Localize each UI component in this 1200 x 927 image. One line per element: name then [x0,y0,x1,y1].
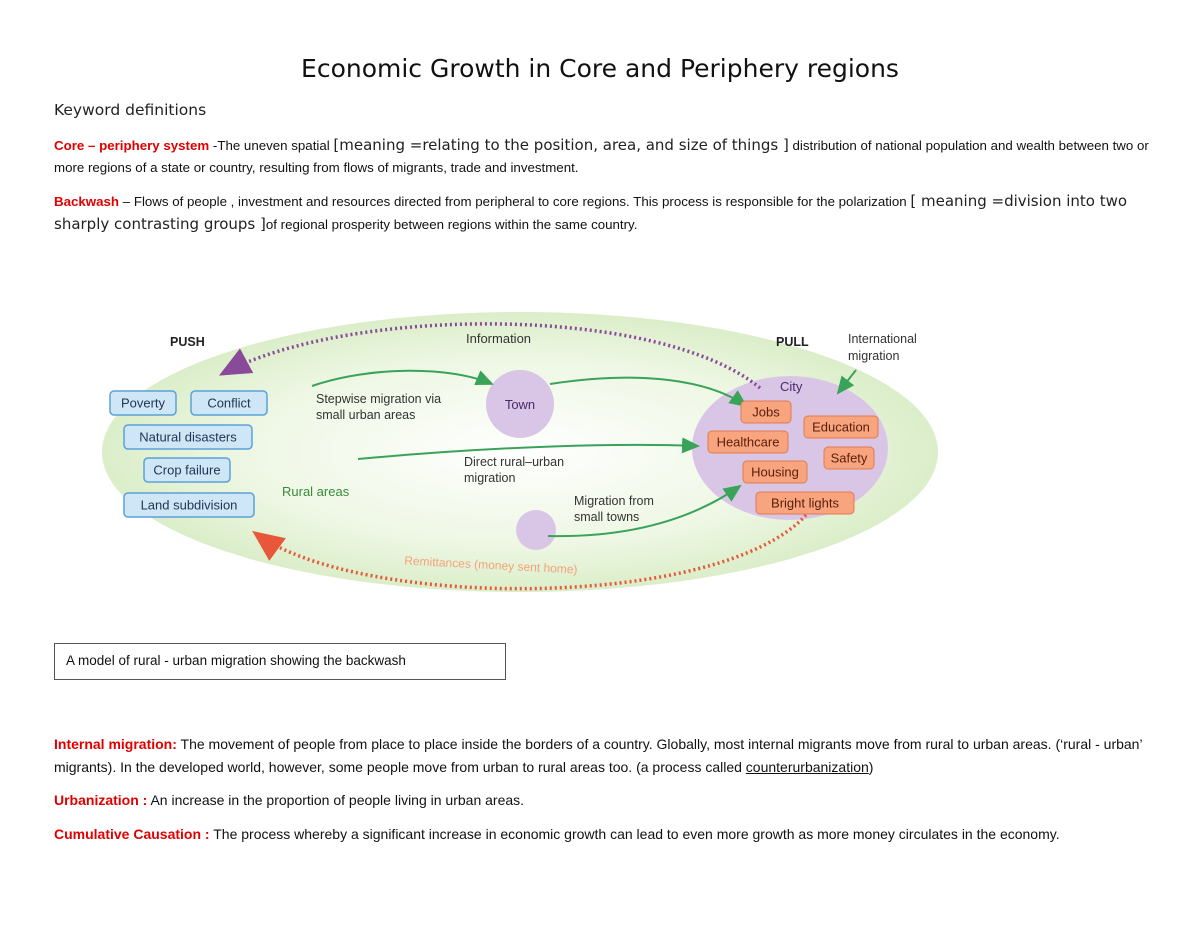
push-heading: PUSH [170,335,205,349]
small-town-circle [516,510,556,550]
internal-migration-term: Internal migration: [54,736,177,752]
direct-migration-label-1: Direct rural–urban [464,455,565,469]
stepwise-label-1: Stepwise migration via [316,392,442,406]
core-periphery-term: Core – periphery system [54,138,210,153]
town-label: Town [504,397,536,412]
backwash-text1: – Flows of people , investment and resources directed from peripheral to core regions. This process is responsible for the polarization [119,194,911,209]
push-label-conflict: Conflict [207,395,251,411]
pull-label-bright-lights: Bright lights [771,495,839,511]
stepwise-label-2: small urban areas [316,408,416,422]
small-towns-label-2: small towns [574,510,640,524]
pull-heading: PULL [776,335,809,349]
cumulative-causation-text: The process whereby a significant increase in economic growth can lead to even more growth as more money circulates in the economy. [209,826,1060,842]
push-label-land-subdivision: Land subdivision [140,497,238,513]
migration-diagram [100,300,960,595]
city-label: City [780,379,803,394]
international-migration-label-2: migration [848,349,900,363]
counterurbanization-link: counterurbanization [745,759,869,775]
urbanization-text: An increase in the proportion of people living in urban areas. [147,792,525,808]
push-label-crop-failure: Crop failure [153,462,221,478]
pull-label-housing: Housing [751,464,799,480]
cumulative-causation-term: Cumulative Causation : [54,826,210,842]
small-towns-label-1: Migration from [574,494,654,508]
core-periphery-text1: -The uneven spatial [209,138,334,153]
cumulative-causation-definition [54,823,1154,846]
internal-migration-text1: The movement of people from place to place inside the borders of a country. Globally, most internal migrants move from rural to urban areas. (‘rural - urban’ migrants). In the developed world, however, some people move from urban to rural areas too. (a process called [54,736,1143,775]
remittances-label: Remittances (money sent home) [403,553,578,577]
backwash-term: Backwash [54,194,120,209]
core-periphery-meaning: [meaning =relating to the position, area, and size of things ] [333,136,789,154]
push-label-natural-disasters: Natural disasters [139,429,237,445]
internal-migration-text2: ) [868,759,874,775]
internal-migration-definition [54,733,1154,779]
rural-areas-label: Rural areas [282,484,350,499]
backwash-definition [54,190,1154,236]
pull-label-jobs: Jobs [752,404,780,420]
pull-label-healthcare: Healthcare [716,434,780,450]
backwash-text2: of regional prosperity between regions within the same country. [265,217,638,232]
urbanization-definition [54,789,1154,812]
section-subtitle: Keyword definitions [54,101,207,119]
pull-label-education: Education [812,419,870,435]
backwash-meaning: [ meaning =division into two sharply contrasting groups ] [54,192,1128,233]
pull-label-safety: Safety [830,450,868,466]
direct-migration-label-2: migration [464,471,516,485]
push-label-poverty: Poverty [120,395,166,411]
international-migration-label-1: International [848,332,917,346]
urbanization-term: Urbanization : [54,792,148,808]
information-label: Information [466,331,532,346]
page-title: Economic Growth in Core and Periphery regions [301,54,899,83]
core-periphery-text2: distribution of national population and wealth between two or more regions of a state or country, resulting from flows of migrants, trade and investment. [54,138,1149,175]
diagram-caption: A model of rural - urban migration showing the backwash [54,643,506,680]
core-periphery-definition [54,134,1154,179]
